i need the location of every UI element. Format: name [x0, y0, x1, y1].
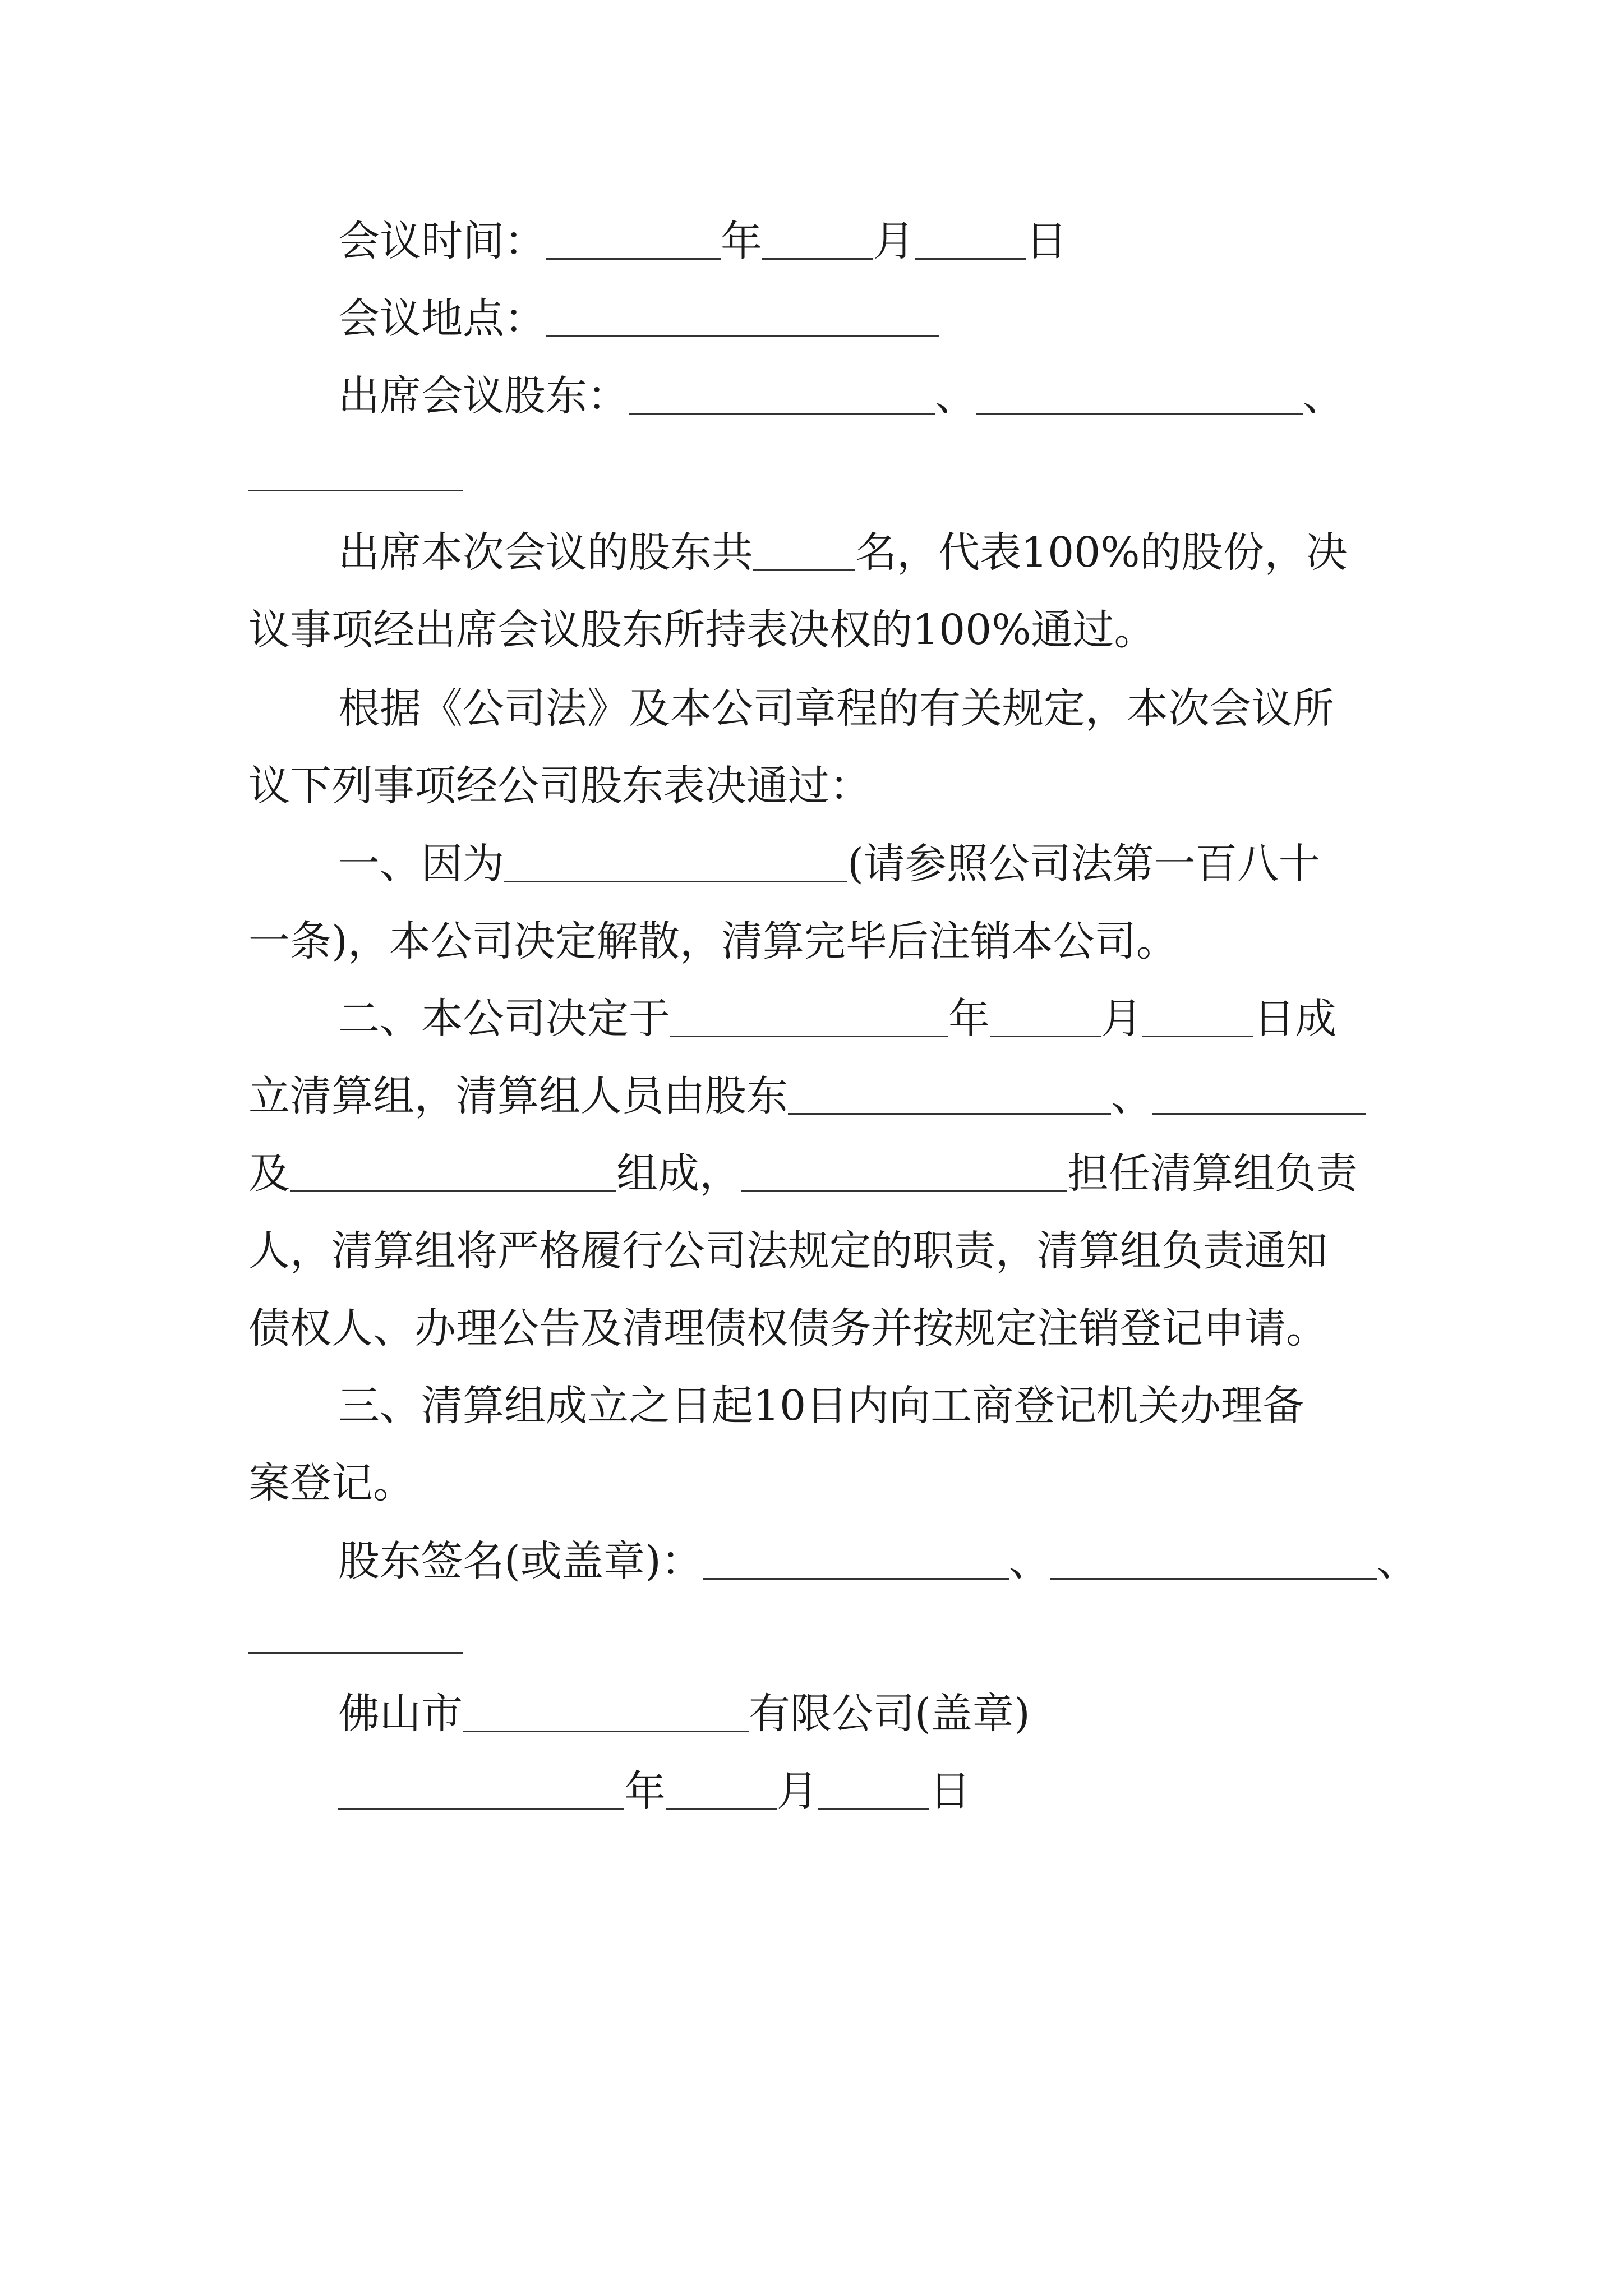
attendees-label: 出席会议股东： — [338, 372, 629, 420]
para1-line2: 议事项经出席会议股东所持表决权的100%通过。 — [248, 606, 1156, 654]
date-year-blank[interactable] — [338, 1769, 624, 1810]
shareholder-count-blank[interactable] — [753, 530, 855, 571]
para1-text-a: 出席本次会议的股东共 — [338, 528, 753, 577]
company-line — [338, 1686, 1030, 1742]
month-text: 月 — [777, 1767, 818, 1815]
group-member-blank-3[interactable] — [290, 1151, 616, 1192]
item2-line1 — [338, 991, 1336, 1047]
para2-line2: 议下列事项经公司股东表决通过： — [248, 762, 871, 810]
meeting-place-label: 会议地点： — [338, 295, 546, 343]
item2-text-a: 二、本公司决定于 — [338, 995, 670, 1043]
dissolution-reason-blank[interactable] — [504, 841, 847, 882]
item1-text-a: 一、因为 — [338, 840, 504, 888]
year-text: 年 — [721, 217, 762, 265]
attendee-separator: 、 — [935, 372, 976, 420]
item2-line5: 债权人、办理公告及清理债权债务并按规定注销登记申请。 — [248, 1304, 1327, 1352]
item3-line1: 三、清算组成立之日起10日内向工商登记机关办理备 — [338, 1382, 1304, 1430]
signature-line — [338, 1533, 1418, 1589]
item3-line2: 案登记。 — [248, 1459, 414, 1507]
para2-line1: 根据《公司法》及本公司章程的有关规定，本次会议所 — [338, 684, 1334, 733]
signature-blank-1[interactable] — [703, 1539, 1009, 1580]
day-text: 日 — [929, 1767, 971, 1815]
attendee-blank-1[interactable] — [629, 374, 935, 415]
group-leader-blank[interactable] — [741, 1151, 1067, 1192]
date-month-blank[interactable] — [666, 1769, 777, 1810]
day-text: 日 — [1026, 217, 1067, 265]
company-prefix: 佛山市 — [338, 1690, 463, 1738]
attendee-separator: 、 — [1303, 372, 1344, 420]
item2-text-d: 日成 — [1253, 995, 1336, 1043]
item2-line2 — [248, 1068, 1366, 1124]
attendee-blank-2[interactable] — [976, 374, 1303, 415]
company-suffix: 有限公司(盖章) — [749, 1690, 1030, 1738]
month-text: 月 — [873, 217, 915, 265]
date-day-blank[interactable] — [818, 1769, 929, 1810]
item1-line2: 一条)，本公司决定解散，清算完毕后注销本公司。 — [248, 917, 1178, 965]
signature-separator: 、 — [1376, 1537, 1418, 1585]
meeting-time-label: 会议时间： — [338, 217, 546, 265]
attendee-blank-3[interactable] — [248, 490, 463, 491]
meeting-year-blank[interactable] — [546, 219, 721, 260]
item2-separator: 、 — [1111, 1072, 1152, 1120]
attendees-line — [338, 368, 1344, 424]
year-text: 年 — [624, 1767, 666, 1815]
group-day-blank[interactable] — [1142, 996, 1253, 1037]
signature-blank-2[interactable] — [1050, 1539, 1377, 1580]
para1-line1 — [338, 524, 1348, 581]
month-text: 月 — [1101, 995, 1142, 1043]
meeting-place-line — [338, 291, 939, 347]
item2-text-3c: 担任清算组负责 — [1067, 1149, 1358, 1198]
date-line — [338, 1763, 971, 1819]
meeting-time-line — [338, 213, 1067, 269]
signature-separator: 、 — [1008, 1537, 1050, 1585]
group-month-blank[interactable] — [990, 996, 1101, 1037]
item2-line3 — [248, 1145, 1358, 1202]
item1-text-b: (请参照公司法第一百八十 — [847, 840, 1320, 888]
group-year-blank[interactable] — [670, 996, 948, 1037]
signature-label: 股东签名(或盖章)： — [338, 1537, 703, 1585]
group-member-blank-1[interactable] — [788, 1074, 1111, 1115]
item2-text-3a: 及 — [248, 1149, 290, 1198]
signature-blank-3[interactable] — [248, 1652, 463, 1654]
meeting-place-blank[interactable] — [546, 296, 939, 337]
item1-line1 — [338, 836, 1320, 892]
meeting-month-blank[interactable] — [762, 219, 873, 260]
group-member-blank-2[interactable] — [1152, 1074, 1366, 1115]
company-name-blank[interactable] — [463, 1691, 749, 1732]
item2-text-2a: 立清算组，清算组人员由股东 — [248, 1072, 788, 1120]
item2-line4: 人，清算组将严格履行公司法规定的职责，清算组负责通知 — [248, 1227, 1327, 1275]
para1-text-b: 名，代表100%的股份，决 — [855, 528, 1348, 577]
item2-text-3b: 组成， — [616, 1149, 741, 1198]
year-text: 年 — [948, 995, 990, 1043]
meeting-day-blank[interactable] — [915, 219, 1026, 260]
